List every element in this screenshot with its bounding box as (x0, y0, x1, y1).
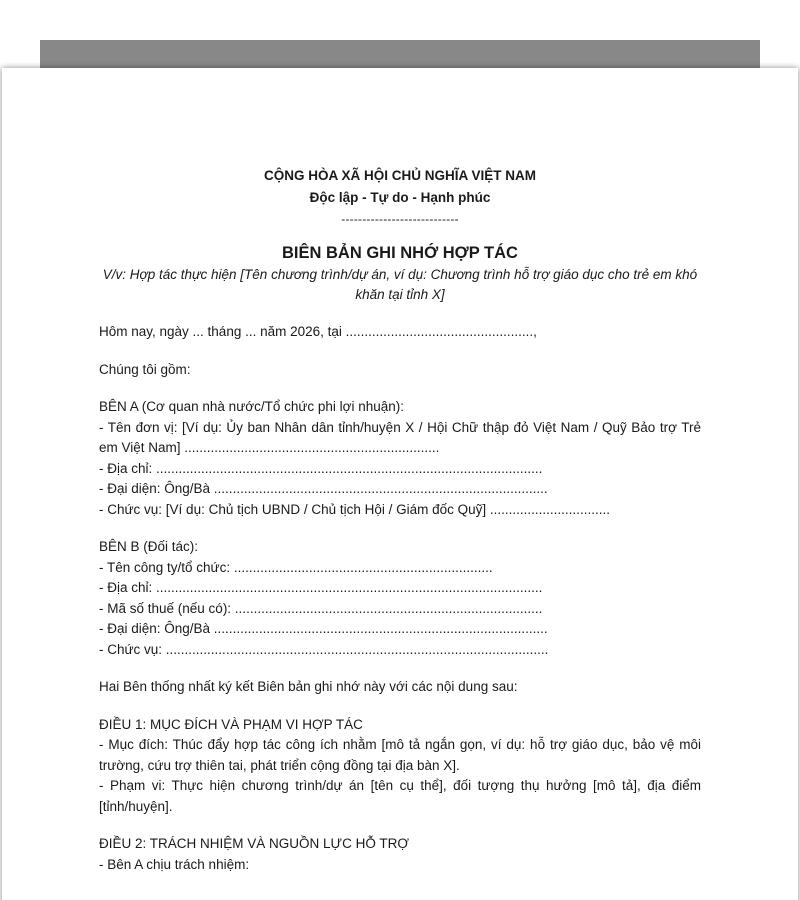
header-divider: ---------------------------- (341, 212, 459, 226)
party-a-address: - Địa chỉ: ....................................................................................................... (99, 460, 543, 476)
party-b-address: - Địa chỉ: ....................................................................................................... (99, 580, 543, 595)
party-b-position: - Chức vụ: ...................................................................................................... (99, 641, 549, 657)
article1-heading: ĐIỀU 1: MỤC ĐÍCH VÀ PHẠM VI HỢP TÁC (99, 716, 363, 732)
article2-heading: ĐIỀU 2: TRÁCH NHIỆM VÀ NGUỒN LỰC HỖ TRỢ (99, 836, 409, 851)
document-title: BIÊN BẢN GHI NHỚ HỢP TÁC (282, 244, 518, 262)
national-title: CỘNG HÒA XÃ HỘI CHỦ NGHĨA VIỆT NAM (263, 168, 536, 183)
party-a-representative: - Đại diện: Ông/Bà ......................................................................................... (99, 481, 548, 496)
party-a-name: - Tên đơn vị: [Ví dụ: Ủy ban Nhân dân tỉnh/huyện X / Hội Chữ thập đỏ Việt Nam / Quỹ Bảo trợ Trẻ em Việt Nam] .................................................................... (99, 419, 701, 455)
party-a-position: - Chức vụ: [Ví dụ: Chủ tịch UBND / Chủ tịch Hội / Giám đốc Quỹ] ................................ (99, 501, 610, 517)
we-include: Chúng tôi gồm: (99, 361, 191, 377)
party-a-heading: BÊN A (Cơ quan nhà nước/Tổ chức phi lợi nhuận): (99, 399, 405, 414)
document-content (99, 165, 701, 875)
document-subtitle: V/v: Hợp tác thực hiện [Tên chương trình/dự án, ví dụ: Chương trình hỗ trợ giáo dục cho trẻ em khó khăn tại tỉnh X] (102, 267, 698, 302)
motto: Độc lập - Tự do - Hạnh phúc (309, 190, 491, 205)
document-page (2, 68, 798, 900)
party-b-name: - Tên công ty/tổ chức: ..................................................................... (99, 559, 493, 575)
agreement-intro: Hai Bên thống nhất ký kết Biên bản ghi nhớ này với các nội dung sau: (99, 679, 518, 694)
party-b-heading: BÊN B (Đối tác): (99, 539, 199, 554)
party-b-tax-code: - Mã số thuế (nếu có): .................................................................................. (99, 600, 543, 616)
article1-purpose: - Mục đích: Thúc đẩy hợp tác công ích nhằm [mô tả ngắn gọn, ví dụ: hỗ trợ giáo dục, bảo vệ môi trường, cứu trợ thiên tai, phát triển cộng đồng tại địa bàn X]. (99, 737, 701, 773)
article2-party-a-resp: - Bên A chịu trách nhiệm: (99, 856, 250, 872)
party-b-representative: - Đại diện: Ông/Bà ......................................................................................... (99, 621, 548, 636)
intro-date: Hôm nay, ngày ... tháng ... năm 2026, tại .................................................., (99, 324, 537, 339)
article1-scope: - Phạm vi: Thực hiện chương trình/dự án [tên cụ thể], đối tượng thụ hưởng [mô tả], địa điểm [tỉnh/huyện]. (99, 778, 701, 814)
